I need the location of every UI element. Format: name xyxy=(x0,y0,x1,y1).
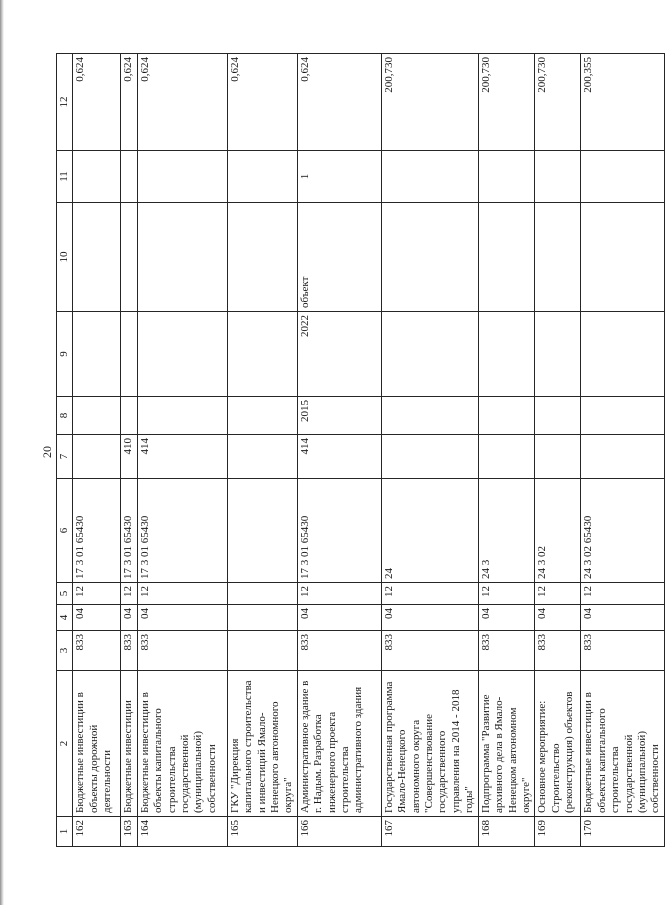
table-row xyxy=(581,54,664,847)
description-cell: ГКУ "Дирекция капитального строительства и инвестиций Ямало-Ненецкого автономного округа" xyxy=(227,671,297,817)
target-article-cell: 17 3 01 65430 xyxy=(73,479,121,583)
table-row xyxy=(381,54,478,847)
table-row xyxy=(227,54,297,847)
subsection-cell: 12 xyxy=(121,583,137,605)
column-number-row xyxy=(57,54,73,847)
budget-table xyxy=(56,53,665,847)
row-number-cell: 163 xyxy=(121,817,137,847)
target-article-cell: 17 3 01 65430 xyxy=(137,479,227,583)
row-number-cell: 162 xyxy=(73,817,121,847)
subsection-cell: 12 xyxy=(381,583,478,605)
end-year-cell xyxy=(121,312,137,397)
expense-type-cell xyxy=(581,435,664,479)
capacity-value-cell xyxy=(478,151,535,203)
column-header: 1 xyxy=(57,817,73,847)
capacity-unit-cell xyxy=(227,203,297,312)
capacity-value-cell: 1 xyxy=(297,151,381,203)
subsection-cell: 12 xyxy=(137,583,227,605)
capacity-unit-cell xyxy=(535,203,581,312)
column-header: 6 xyxy=(57,479,73,583)
start-year-cell: 2015 xyxy=(297,397,381,435)
row-number-cell: 165 xyxy=(227,817,297,847)
capacity-unit-cell xyxy=(478,203,535,312)
ministry-code-cell: 833 xyxy=(478,631,535,671)
capacity-value-cell xyxy=(535,151,581,203)
amount-cell: 0,624 xyxy=(73,54,121,151)
description-cell: Бюджетные инвестиции в объекты капитального строительства государственной (муниципальной) собственности xyxy=(137,671,227,817)
end-year-cell xyxy=(478,312,535,397)
end-year-cell xyxy=(581,312,664,397)
description-cell: Бюджетные инвестиции xyxy=(121,671,137,817)
column-header: 5 xyxy=(57,583,73,605)
target-article-cell: 24 3 xyxy=(478,479,535,583)
column-header: 10 xyxy=(57,203,73,312)
description-cell: Административное здание в г. Надым. Разработка инженерного проекта строительства административного здания xyxy=(297,671,381,817)
end-year-cell xyxy=(137,312,227,397)
section-cell: 04 xyxy=(121,605,137,631)
subsection-cell: 12 xyxy=(73,583,121,605)
section-cell: 04 xyxy=(581,605,664,631)
table-row xyxy=(137,54,227,847)
expense-type-cell xyxy=(535,435,581,479)
ministry-code-cell: 833 xyxy=(381,631,478,671)
target-article-cell: 24 3 02 65430 xyxy=(581,479,664,583)
expense-type-cell xyxy=(73,435,121,479)
start-year-cell xyxy=(137,397,227,435)
table-row xyxy=(73,54,121,847)
section-cell: 04 xyxy=(137,605,227,631)
capacity-unit-cell xyxy=(121,203,137,312)
capacity-value-cell xyxy=(137,151,227,203)
row-number-cell: 167 xyxy=(381,817,478,847)
section-cell: 04 xyxy=(381,605,478,631)
capacity-unit-cell xyxy=(73,203,121,312)
amount-cell: 200,730 xyxy=(535,54,581,151)
description-cell: Основное мероприятие: Строительство (реконструкция) объектов xyxy=(535,671,581,817)
start-year-cell xyxy=(535,397,581,435)
target-article-cell: 24 xyxy=(381,479,478,583)
target-article-cell: 17 3 01 65430 xyxy=(297,479,381,583)
end-year-cell xyxy=(381,312,478,397)
subsection-cell: 12 xyxy=(297,583,381,605)
expense-type-cell: 410 xyxy=(121,435,137,479)
column-header: 2 xyxy=(57,671,73,817)
capacity-unit-cell xyxy=(581,203,664,312)
ministry-code-cell: 833 xyxy=(73,631,121,671)
expense-type-cell xyxy=(478,435,535,479)
amount-cell: 0,624 xyxy=(297,54,381,151)
end-year-cell xyxy=(73,312,121,397)
description-cell: Бюджетные инвестиции в объекты дорожной деятельности xyxy=(73,671,121,817)
table-body xyxy=(73,54,664,847)
column-header: 11 xyxy=(57,151,73,203)
amount-cell: 200,355 xyxy=(581,54,664,151)
subsection-cell xyxy=(227,583,297,605)
row-number-cell: 169 xyxy=(535,817,581,847)
start-year-cell xyxy=(121,397,137,435)
page-number: 20 xyxy=(40,446,54,458)
ministry-code-cell: 833 xyxy=(535,631,581,671)
column-header: 8 xyxy=(57,397,73,435)
column-header: 7 xyxy=(57,435,73,479)
amount-cell: 0,624 xyxy=(227,54,297,151)
target-article-cell: 17 3 01 65430 xyxy=(121,479,137,583)
column-header: 12 xyxy=(57,54,73,151)
end-year-cell: 2022 xyxy=(297,312,381,397)
table-row xyxy=(297,54,381,847)
row-number-cell: 170 xyxy=(581,817,664,847)
capacity-value-cell xyxy=(581,151,664,203)
capacity-unit-cell xyxy=(137,203,227,312)
column-header: 4 xyxy=(57,605,73,631)
ministry-code-cell: 833 xyxy=(581,631,664,671)
row-number-cell: 164 xyxy=(137,817,227,847)
expense-type-cell: 414 xyxy=(137,435,227,479)
start-year-cell xyxy=(478,397,535,435)
capacity-unit-cell xyxy=(381,203,478,312)
expense-type-cell xyxy=(227,435,297,479)
table-row xyxy=(121,54,137,847)
ministry-code-cell: 833 xyxy=(121,631,137,671)
ministry-code-cell xyxy=(227,631,297,671)
section-cell: 04 xyxy=(73,605,121,631)
target-article-cell: 24 3 02 xyxy=(535,479,581,583)
capacity-value-cell xyxy=(73,151,121,203)
section-cell: 04 xyxy=(535,605,581,631)
expense-type-cell: 414 xyxy=(297,435,381,479)
start-year-cell xyxy=(227,397,297,435)
capacity-unit-cell: объект xyxy=(297,203,381,312)
section-cell xyxy=(227,605,297,631)
table-row xyxy=(535,54,581,847)
capacity-value-cell xyxy=(121,151,137,203)
row-number-cell: 168 xyxy=(478,817,535,847)
expense-type-cell xyxy=(381,435,478,479)
end-year-cell xyxy=(227,312,297,397)
target-article-cell xyxy=(227,479,297,583)
start-year-cell xyxy=(581,397,664,435)
subsection-cell: 12 xyxy=(535,583,581,605)
section-cell: 04 xyxy=(478,605,535,631)
amount-cell: 0,624 xyxy=(137,54,227,151)
amount-cell: 200,730 xyxy=(478,54,535,151)
amount-cell: 0,624 xyxy=(121,54,137,151)
section-cell: 04 xyxy=(297,605,381,631)
amount-cell: 200,730 xyxy=(381,54,478,151)
ministry-code-cell: 833 xyxy=(137,631,227,671)
capacity-value-cell xyxy=(381,151,478,203)
subsection-cell: 12 xyxy=(478,583,535,605)
table-row xyxy=(478,54,535,847)
start-year-cell xyxy=(73,397,121,435)
description-cell: Государственная программа Ямало-Ненецкого автономного округа "Совершенствование государственного управления на 2014 - 2018 годы" xyxy=(381,671,478,817)
column-header: 9 xyxy=(57,312,73,397)
end-year-cell xyxy=(535,312,581,397)
capacity-value-cell xyxy=(227,151,297,203)
ministry-code-cell: 833 xyxy=(297,631,381,671)
row-number-cell: 166 xyxy=(297,817,381,847)
description-cell: Бюджетные инвестиции в объекты капитального строительства государственной (муниципальной) собственности xyxy=(581,671,664,817)
column-header: 3 xyxy=(57,631,73,671)
subsection-cell: 12 xyxy=(581,583,664,605)
description-cell: Подпрограмма "Развитие архивного дела в Ямало-Ненецком автономном округе" xyxy=(478,671,535,817)
start-year-cell xyxy=(381,397,478,435)
